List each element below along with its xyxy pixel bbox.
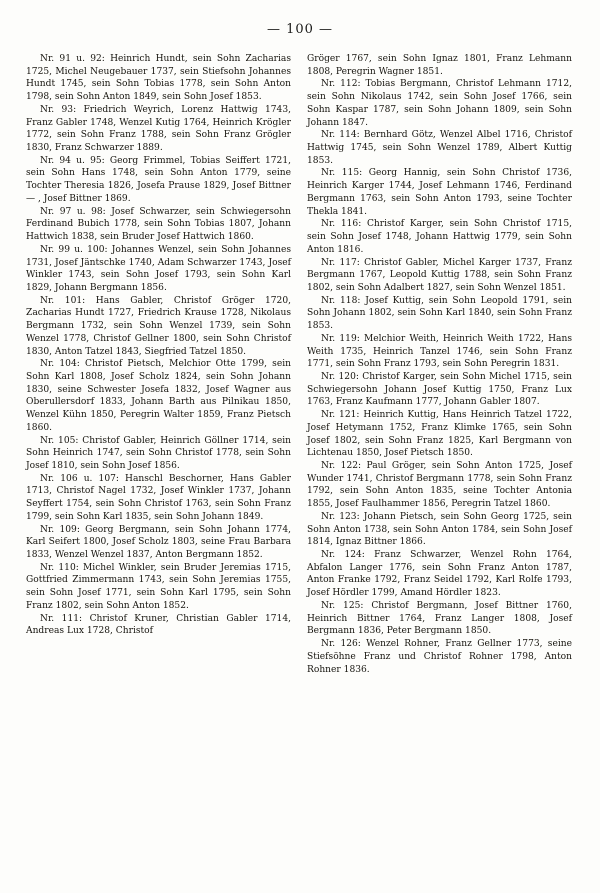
entry: Nr. 118: Josef Kuttig, sein Sohn Leopold 1791, sein Sohn Johann 1802, sein Sohn Karl 1840, sein Sohn Franz 1853. xyxy=(307,295,572,332)
entry: Nr. 97 u. 98: Josef Schwarzer, sein Schwiegersohn Ferdinand Bubich 1778, sein Sohn Tobias 1807, Johann Hattwich 1838, sein Bruder Josef Hattwich 1860. xyxy=(26,206,291,243)
entry: Nr. 111: Christof Kruner, Christian Gabler 1714, Andreas Lux 1728, Christof xyxy=(26,613,291,637)
left-column xyxy=(26,53,291,638)
entry: Nr. 101: Hans Gabler, Christof Gröger 1720, Zacharias Hundt 1727, Friedrich Krause 1728, Nikolaus Bergmann 1732, sein Sohn Wenzel 1739, sein Sohn Wenzel 1778, Christof Gellner 1800, sein Sohn Christof 1830, Anton Tatzel 1843, Siegfried Tatzel 1850. xyxy=(26,295,291,357)
entry: Nr. 116: Christof Karger, sein Sohn Christof 1715, sein Sohn Josef 1748, Johann Hattwig 1779, sein Sohn Anton 1816. xyxy=(307,219,572,255)
entry: Nr. 104: Christof Pietsch, Melchior Otte 1799, sein Sohn Karl 1808, Josef Scholz 1824, sein Sohn Johann 1830, seine Schwester Josefa 1832, Josef Wagner aus Oberullersdorf 1833, Johann Barth aus Pilnikau 1850, Wenzel Kühn 1850, Peregrin Walter 1859, Franz Pietsch 1860. xyxy=(26,359,291,433)
entry: Nr. 105: Christof Gabler, Heinrich Göllner 1714, sein Sohn Heinrich 1747, sein Sohn Christof 1778, sein Sohn Josef 1810, sein Sohn Josef 1856. xyxy=(26,435,291,471)
entry: Nr. 123: Johann Pietsch, sein Sohn Georg 1725, sein Sohn Anton 1738, sein Sohn Anton 1784, sein Sohn Josef 1814, Ignaz Bittner 1866. xyxy=(307,511,572,548)
entry: Nr. 110: Michel Winkler, sein Bruder Jeremias 1715, Gottfried Zimmermann 1743, sein Sohn Jeremias 1755, sein Sohn Josef 1771, sein Sohn Karl 1795, sein Sohn Franz 1802, sein Sohn Anton 1852. xyxy=(26,562,291,611)
page-number: — 100 — xyxy=(266,22,334,37)
entry: Nr. 121: Heinrich Kuttig, Hans Heinrich Tatzel 1722, Josef Hetymann 1752, Franz Klimke 1765, sein Sohn Josef 1802, sein Sohn Franz 1825, Karl Bergmann von Lichtenau 1850, Josef Pietsch 1850. xyxy=(307,410,572,459)
entry: Nr. 112: Tobias Bergmann, Christof Lehmann 1712, sein Sohn Nikolaus 1742, sein Sohn Josef 1766, sein Sohn Kaspar 1787, sein Sohn Johann 1809, sein Sohn Johann 1847. xyxy=(307,79,572,128)
entry: Gröger 1767, sein Sohn Ignaz 1801, Franz Lehmann 1808, Peregrin Wagner 1851. xyxy=(307,54,572,77)
entry: Nr. 91 u. 92: Heinrich Hundt, sein Sohn Zacharias 1725, Michel Neugebauer 1737, sein Stiefsohn Johannes Hundt 1745, sein Sohn Tobias 1778, sein Sohn Anton 1798, sein Sohn Anton 1849, sein Sohn Josef 1853. xyxy=(26,54,291,103)
entry: Nr. 114: Bernhard Götz, Wenzel Albel 1716, Christof Hattwig 1745, sein Sohn Wenzel 1789, Albert Kuttig 1853. xyxy=(307,130,572,166)
entry: Nr. 109: Georg Bergmann, sein Sohn Johann 1774, Karl Seifert 1800, Josef Scholz 1803, seine Frau Barbara 1833, Wenzel Wenzel 1837, Anton Bergmann 1852. xyxy=(26,524,291,561)
entry: Nr. 93: Friedrich Weyrich, Lorenz Hattwig 1743, Franz Gabler 1748, Wenzel Kutig 1764, Heinrich Krögler 1772, sein Sohn Franz 1788, sein Sohn Franz Grögler 1830, Franz Schwarzer 1889. xyxy=(26,104,291,154)
entry: Nr. 120: Christof Karger, sein Sohn Michel 1715, sein Schwiegersohn Johann Josef Kuttig 1750, Franz Lux 1763, Franz Kaufmann 1777, Johann Gabler 1807. xyxy=(307,371,572,408)
right-column xyxy=(307,53,572,676)
text-columns xyxy=(26,53,574,676)
entry: Nr. 125: Christof Bergmann, Josef Bittner 1760, Heinrich Bittner 1764, Franz Langer 1808, Josef Bergmann 1836, Peter Bergmann 1850. xyxy=(307,600,572,637)
entry: Nr. 124: Franz Schwarzer, Wenzel Rohn 1764, Abfalon Langer 1776, sein Sohn Franz Anton 1787, Anton Franke 1792, Franz Seidel 1792, Karl Rolfe 1793, Josef Hördler 1799, Amand Hördler 1823. xyxy=(307,550,572,599)
entry: Nr. 126: Wenzel Rohner, Franz Gellner 1773, seine Stiefsöhne Franz und Christof Rohner 1798, Anton Rohner 1836. xyxy=(307,639,572,675)
entry: Nr. 94 u. 95: Georg Frimmel, Tobias Seiffert 1721, sein Sohn Hans 1748, sein Sohn Anton 1779, seine Tochter Theresia 1826, Josefa Prause 1829, Josef Bittner — , Josef Bittner 1869. xyxy=(26,155,291,204)
entry: Nr. 115: Georg Hannig, sein Sohn Christof 1736, Heinrich Karger 1744, Josef Lehmann 1746, Ferdinand Bergmann 1763, sein Sohn Anton 1793, seine Tochter Thekla 1841. xyxy=(307,168,572,217)
entry: Nr. 117: Christof Gabler, Michel Karger 1737, Franz Bergmann 1767, Leopold Kuttig 1788, sein Sohn Franz 1802, sein Sohn Adalbert 1827, sein Sohn Wenzel 1851. xyxy=(307,257,572,293)
entry: Nr. 106 u. 107: Hanschl Beschorner, Hans Gabler 1713, Christof Nagel 1732, Josef Winkler 1737, Johann Seyffert 1754, sein Sohn Christof 1763, sein Sohn Franz 1799, sein Sohn Karl 1835, sein Sohn Johann 1849. xyxy=(26,473,291,522)
entry: Nr. 119: Melchior Weith, Heinrich Weith 1722, Hans Weith 1735, Heinrich Tanzel 1746, sein Sohn Franz 1771, sein Sohn Franz 1793, sein Sohn Peregrin 1831. xyxy=(307,333,572,370)
entry: Nr. 99 u. 100: Johannes Wenzel, sein Sohn Johannes 1731, Josef Jäntschke 1740, Adam Schwarzer 1743, Josef Winkler 1743, sein Sohn Josef 1793, sein Sohn Karl 1829, Johann Bergmann 1856. xyxy=(26,244,291,293)
entry: Nr. 122: Paul Gröger, sein Sohn Anton 1725, Josef Wunder 1741, Christof Bergmann 1778, sein Sohn Franz 1792, sein Sohn Anton 1835, seine Tochter Antonia 1855, Josef Faulhammer 1856, Peregrin Tatzel 1860. xyxy=(307,461,572,510)
